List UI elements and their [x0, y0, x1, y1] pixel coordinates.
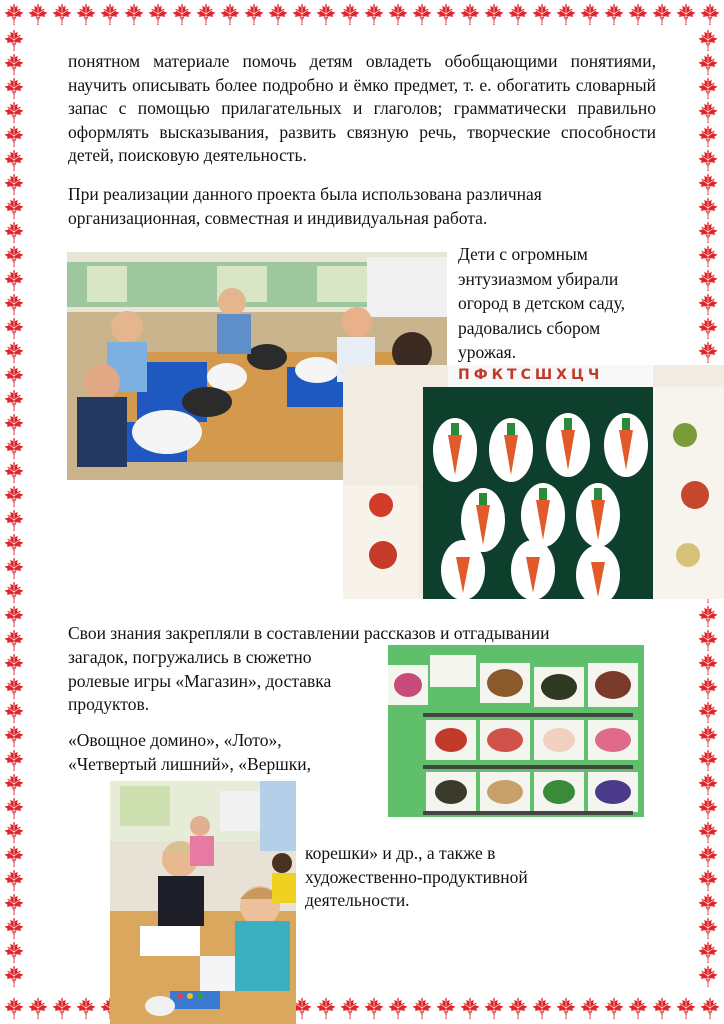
maple-leaf-icon [2, 700, 26, 724]
maple-leaf-icon [696, 652, 720, 676]
maple-leaf-icon [696, 124, 720, 148]
maple-leaf-icon [698, 996, 722, 1020]
maple-leaf-icon [698, 2, 722, 26]
maple-leaf-icon [696, 268, 720, 292]
maple-leaf-icon [410, 2, 434, 26]
maple-leaf-icon [696, 244, 720, 268]
maple-leaf-icon [170, 2, 194, 26]
garden-caption: Дети с огромным энтузиазмом убирали огород в детском саду, радовались сбором урожая. [458, 244, 625, 362]
maple-leaf-icon [2, 996, 26, 1020]
maple-leaf-icon [696, 940, 720, 964]
maple-leaf-icon [650, 2, 674, 26]
maple-leaf-icon [2, 268, 26, 292]
carrot-board-photo [343, 365, 724, 599]
maple-leaf-icon [2, 2, 26, 26]
maple-leaf-icon [2, 604, 26, 628]
maple-leaf-icon [50, 996, 74, 1020]
maple-leaf-icon [696, 820, 720, 844]
maple-leaf-icon [2, 508, 26, 532]
maple-leaf-icon [266, 2, 290, 26]
maple-leaf-icon [482, 2, 506, 26]
maple-leaf-icon [2, 292, 26, 316]
border-left [2, 28, 26, 988]
maple-leaf-icon [554, 2, 578, 26]
maple-leaf-icon [602, 2, 626, 26]
maple-leaf-icon [2, 652, 26, 676]
maple-leaf-icon [696, 316, 720, 340]
maple-leaf-icon [2, 76, 26, 100]
maple-leaf-icon [98, 2, 122, 26]
maple-leaf-icon [2, 196, 26, 220]
maple-leaf-icon [2, 820, 26, 844]
games-line: «Овощное домино», «Лото», «Четвертый лишний», «Вершки, [68, 730, 311, 774]
maple-leaf-icon [696, 340, 720, 364]
maple-leaf-icon [674, 996, 698, 1020]
stories-line-2: загадок, погружались в сюжетно ролевые игры «Магазин», доставка продуктов. [68, 647, 332, 714]
maple-leaf-icon [2, 868, 26, 892]
maple-leaf-icon [146, 2, 170, 26]
maple-leaf-icon [2, 724, 26, 748]
maple-leaf-icon [2, 940, 26, 964]
maple-leaf-icon [338, 996, 362, 1020]
maple-leaf-icon [122, 2, 146, 26]
closing-text: корешки» и др., а также в художественно-продуктивной деятельности. [305, 843, 528, 910]
maple-leaf-icon [506, 2, 530, 26]
maple-leaf-icon [434, 996, 458, 1020]
maple-leaf-icon [696, 868, 720, 892]
maple-leaf-icon [2, 364, 26, 388]
maple-leaf-icon [2, 676, 26, 700]
maple-leaf-icon [602, 996, 626, 1020]
maple-leaf-icon [2, 316, 26, 340]
maple-leaf-icon [578, 2, 602, 26]
maple-leaf-icon [2, 388, 26, 412]
maple-leaf-icon [696, 748, 720, 772]
maple-leaf-icon [696, 916, 720, 940]
maple-leaf-icon [2, 52, 26, 76]
maple-leaf-icon [696, 844, 720, 868]
maple-leaf-icon [506, 996, 530, 1020]
maple-leaf-icon [2, 796, 26, 820]
maple-leaf-icon [696, 628, 720, 652]
maple-leaf-icon [458, 2, 482, 26]
maple-leaf-icon [26, 2, 50, 26]
maple-leaf-icon [2, 484, 26, 508]
board-letters: ПФКТСШХЦЧ [458, 367, 604, 383]
maple-leaf-icon [194, 2, 218, 26]
vegetable-drawings-photo [388, 645, 644, 817]
maple-leaf-icon [2, 916, 26, 940]
maple-leaf-icon [314, 2, 338, 26]
maple-leaf-icon [458, 996, 482, 1020]
maple-leaf-icon [2, 28, 26, 52]
maple-leaf-icon [696, 76, 720, 100]
maple-leaf-icon [696, 892, 720, 916]
border-top [2, 2, 722, 26]
maple-leaf-icon [696, 220, 720, 244]
maple-leaf-icon [530, 2, 554, 26]
maple-leaf-icon [2, 100, 26, 124]
maple-leaf-icon [696, 964, 720, 988]
maple-leaf-icon [2, 628, 26, 652]
maple-leaf-icon [530, 996, 554, 1020]
maple-leaf-icon [386, 2, 410, 26]
maple-leaf-icon [626, 996, 650, 1020]
maple-leaf-icon [578, 996, 602, 1020]
maple-leaf-icon [696, 724, 720, 748]
maple-leaf-icon [290, 2, 314, 26]
maple-leaf-icon [362, 2, 386, 26]
maple-leaf-icon [2, 556, 26, 580]
maple-leaf-icon [696, 700, 720, 724]
maple-leaf-icon [696, 292, 720, 316]
project-paragraph: При реализации данного проекта была использована различная организационная, совместная и индивидуальная работа. [68, 184, 542, 228]
maple-leaf-icon [696, 148, 720, 172]
maple-leaf-icon [2, 748, 26, 772]
maple-leaf-icon [674, 2, 698, 26]
maple-leaf-icon [2, 460, 26, 484]
maple-leaf-icon [626, 2, 650, 26]
maple-leaf-icon [386, 996, 410, 1020]
maple-leaf-icon [2, 340, 26, 364]
maple-leaf-icon [2, 220, 26, 244]
maple-leaf-icon [26, 996, 50, 1020]
maple-leaf-icon [314, 996, 338, 1020]
maple-leaf-icon [2, 844, 26, 868]
maple-leaf-icon [242, 2, 266, 26]
maple-leaf-icon [696, 100, 720, 124]
maple-leaf-icon [2, 964, 26, 988]
maple-leaf-icon [74, 996, 98, 1020]
maple-leaf-icon [74, 2, 98, 26]
maple-leaf-icon [434, 2, 458, 26]
maple-leaf-icon [2, 148, 26, 172]
maple-leaf-icon [218, 2, 242, 26]
maple-leaf-icon [696, 172, 720, 196]
children-painting-photo [110, 781, 296, 1024]
maple-leaf-icon [2, 244, 26, 268]
maple-leaf-icon [2, 532, 26, 556]
maple-leaf-icon [696, 196, 720, 220]
maple-leaf-icon [50, 2, 74, 26]
maple-leaf-icon [696, 52, 720, 76]
maple-leaf-icon [410, 996, 434, 1020]
maple-leaf-icon [338, 2, 362, 26]
maple-leaf-icon [2, 124, 26, 148]
stories-line-1: Свои знания закрепляли в составлении рассказов и отгадывании [68, 623, 550, 643]
maple-leaf-icon [2, 580, 26, 604]
maple-leaf-icon [2, 412, 26, 436]
maple-leaf-icon [554, 996, 578, 1020]
maple-leaf-icon [482, 996, 506, 1020]
maple-leaf-icon [696, 772, 720, 796]
maple-leaf-icon [2, 772, 26, 796]
maple-leaf-icon [696, 796, 720, 820]
maple-leaf-icon [696, 676, 720, 700]
maple-leaf-icon [650, 996, 674, 1020]
maple-leaf-icon [696, 28, 720, 52]
maple-leaf-icon [2, 436, 26, 460]
maple-leaf-icon [2, 892, 26, 916]
maple-leaf-icon [2, 172, 26, 196]
intro-paragraph: понятном материале помочь детям овладеть обобщающими понятиями, научить описывать более подробно и ёмко предмет, т. е. обогатить словарный запас с помощью прилагательных и глаголов; грамматически правильно оформлять высказывания, развить связную речь, творческие способности детей, поисковую деятельность. [68, 51, 656, 165]
maple-leaf-icon [362, 996, 386, 1020]
maple-leaf-icon [696, 604, 720, 628]
